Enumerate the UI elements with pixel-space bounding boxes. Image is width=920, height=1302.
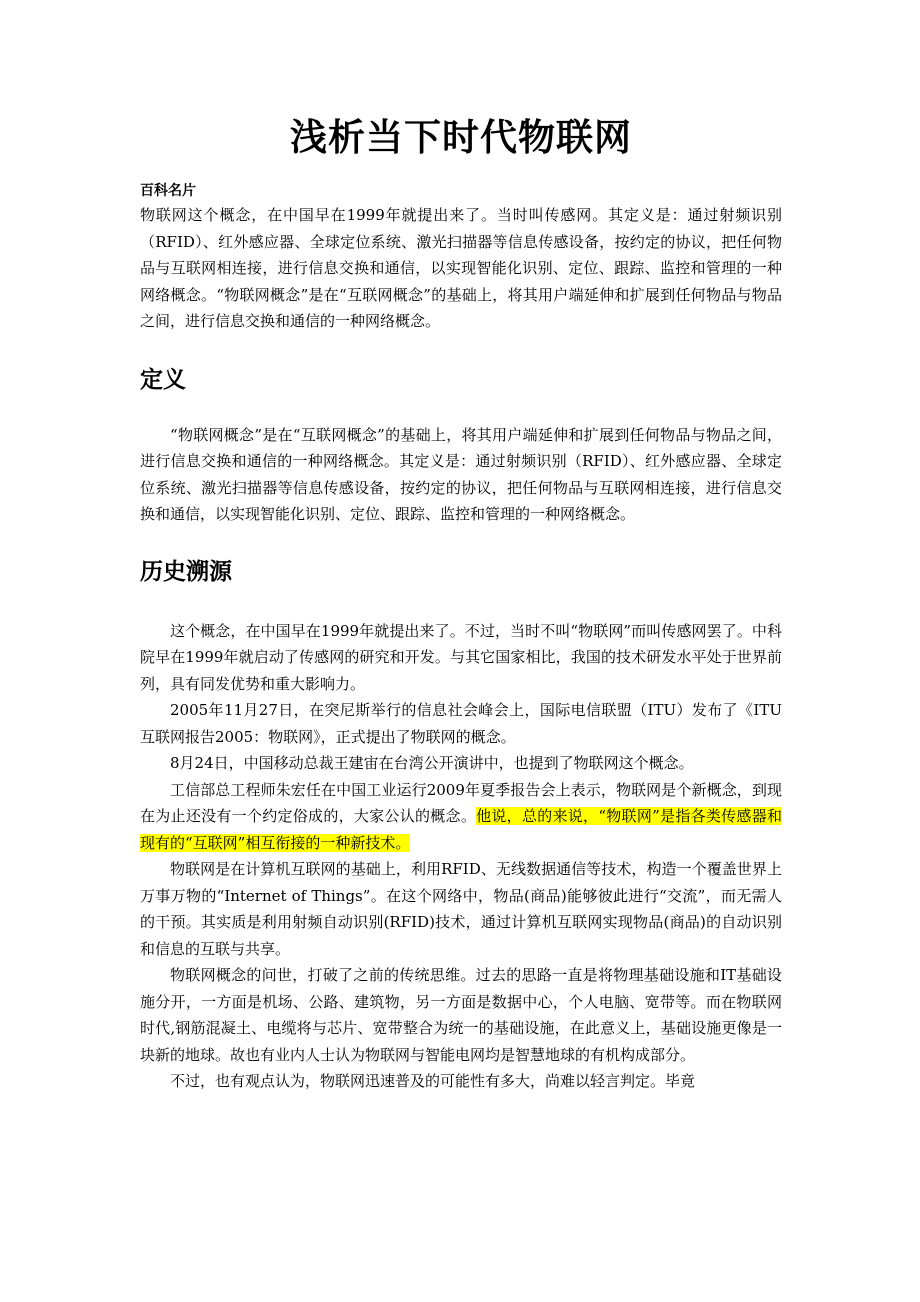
paragraph-4-text: 工信部总工程师朱宏任在中国工业运行2009年夏季报告会上表示，物联网是个新概念，到现在为止还没有一个约定俗成的，大家公认的概念。 — [140, 780, 782, 825]
definition-heading: 定义 — [140, 366, 186, 393]
history-paragraph-2: 2005年11月27日，在突尼斯举行的信息社会峰会上，国际电信联盟（ITU）发布了《ITU互联网报告2005：物联网》，正式提出了物联网的概念。 — [140, 701, 782, 746]
history-paragraph-3: 8月24日，中国移动总裁王建宙在台湾公开演讲中，也提到了物联网这个概念。 — [170, 754, 694, 772]
history-heading: 历史溯源 — [140, 558, 232, 585]
document-body — [140, 108, 782, 1095]
highlighted-quote: 他说，总的来说，“物联网”是指各类传感器和现有的“互联网”相互衔接的一种新技术。 — [140, 807, 782, 852]
history-paragraph-7: 不过，也有观点认为，物联网迅速普及的可能性有多大，尚难以轻言判定。毕竟 — [170, 1072, 696, 1090]
intro-label: 百科名片 — [140, 183, 196, 199]
definition-paragraph: “物联网概念”是在“互联网概念”的基础上，将其用户端延伸和扩展到任何物品与物品之间，进行信息交换和通信的一种网络概念。其定义是：通过射频识别（RFID）、红外感应器、全球定位系统、激光扫描器等信息传感设备，按约定的协议，把任何物品与互联网相连接，进行信息交换和通信，以实现智能化识别、定位、跟踪、监控和管理的一种网络概念。 — [140, 425, 782, 523]
history-paragraph-6: 物联网概念的问世，打破了之前的传统思维。过去的思路一直是将物理基础设施和IT基础设施分开，一方面是机场、公路、建筑物，另一方面是数据中心，个人电脑、宽带等。而在物联网时代,钢筋混凝土、电缆将与芯片、宽带整合为统一的基础设施，在此意义上，基础设施更像是一块新的地球。故也有业内人士认为物联网与智能电网均是智慧地球的有机构成部分。 — [140, 966, 782, 1064]
history-paragraph-1: 这个概念，在中国早在1999年就提出来了。不过，当时不叫“物联网”而叫传感网罢了。中科院早在1999年就启动了传感网的研究和开发。与其它国家相比，我国的技术研发水平处于世界前列，具有同发优势和重大影响力。 — [140, 621, 782, 693]
history-paragraph-5: 物联网是在计算机互联网的基础上，利用RFID、无线数据通信等技术，构造一个覆盖世界上万事万物的“Internet of Things”。在这个网络中，物品(商品)能够彼此进行“交流”，而无需人的干预。其实质是利用射频自动识别(RFID)技术，通过计算机互联网实现物品(商品)的自动识别和信息的互联与共享。 — [140, 860, 782, 958]
intro-paragraph: 物联网这个概念，在中国早在1999年就提出来了。当时叫传感网。其定义是：通过射频识别（RFID）、红外感应器、全球定位系统、激光扫描器等信息传感设备，按约定的协议，把任何物品与互联网相连接，进行信息交换和通信，以实现智能化识别、定位、跟踪、监控和管理的一种网络概念。“物联网概念”是在“互联网概念”的基础上，将其用户端延伸和扩展到任何物品与物品之间，进行信息交换和通信的一种网络概念。 — [140, 206, 782, 330]
page-title: 浅析当下时代物联网 — [290, 116, 632, 159]
history-paragraph-4 — [140, 777, 782, 857]
